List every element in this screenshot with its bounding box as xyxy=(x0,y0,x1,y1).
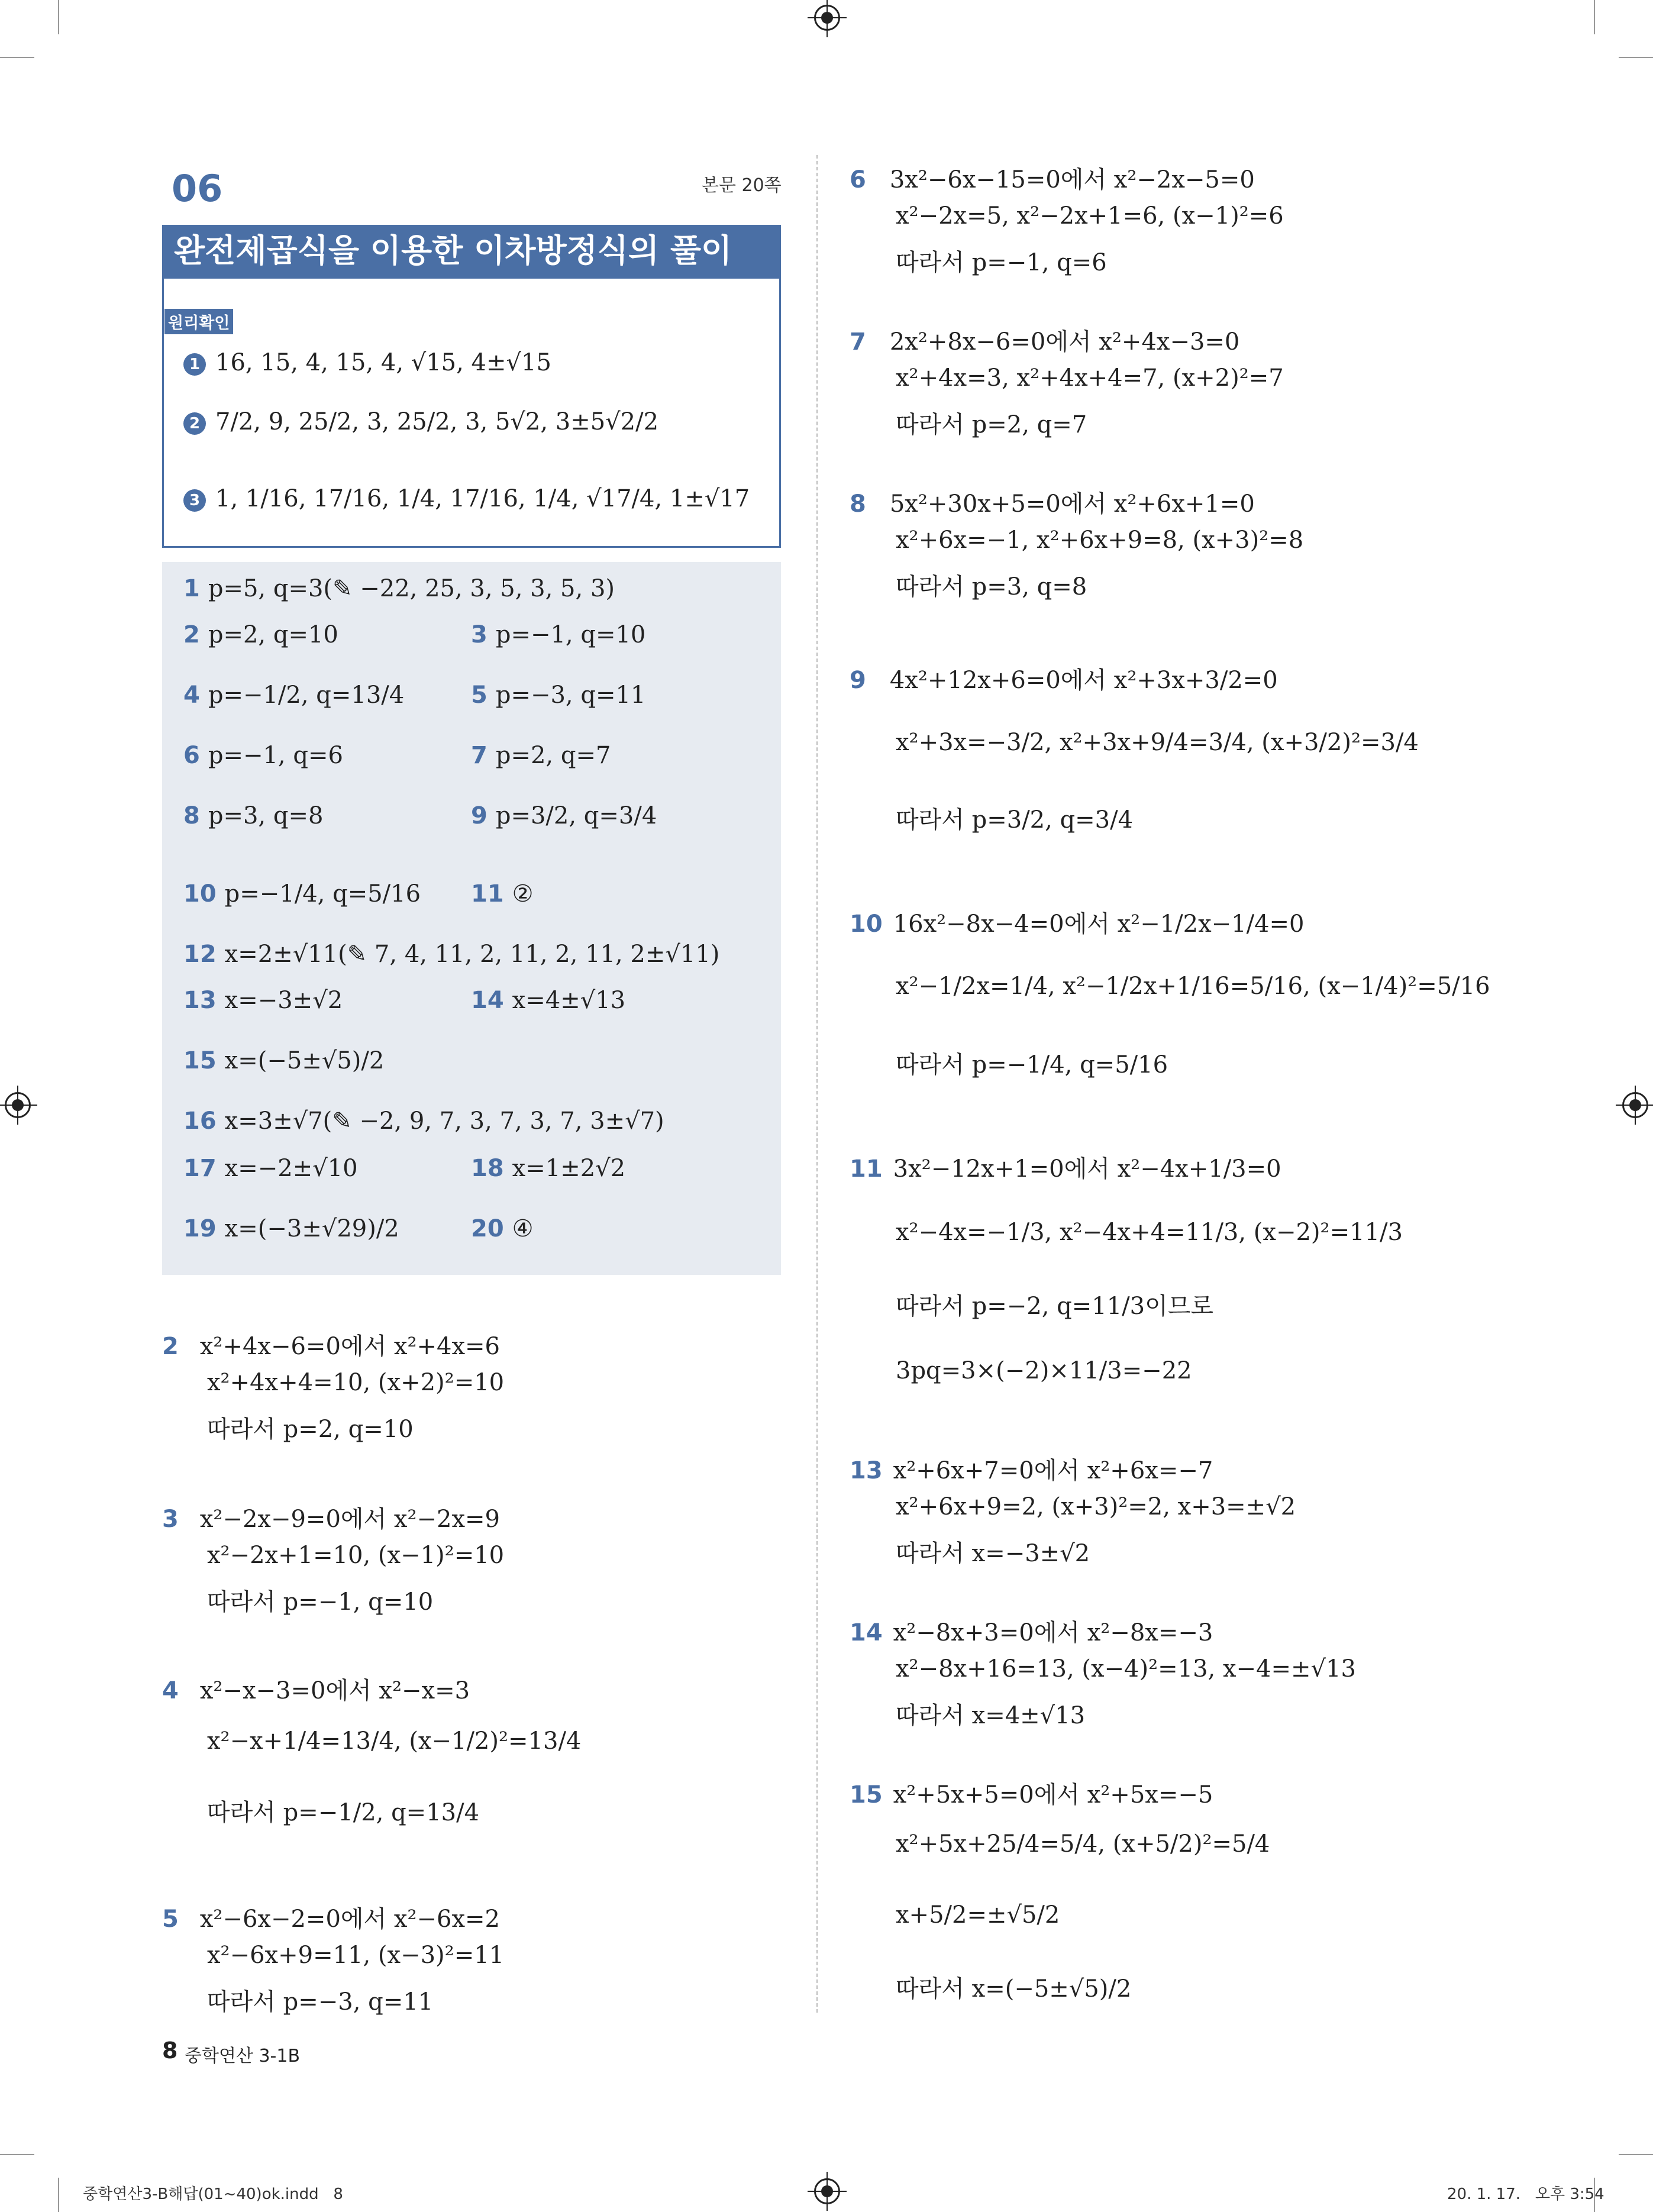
answer-number: 16 xyxy=(183,1107,217,1135)
answer-item xyxy=(471,621,645,648)
answer-text: p=−1/2, q=13/4 xyxy=(208,682,405,709)
answer-text: p=2, q=10 xyxy=(208,621,338,648)
crop-mark xyxy=(1619,2154,1653,2155)
solution-line xyxy=(162,1672,470,1706)
answer-number: 14 xyxy=(471,987,504,1014)
solution-line xyxy=(850,1452,1213,1486)
solution-line: 따라서 x=−3±√2 xyxy=(896,1540,1090,1567)
solution-number: 9 xyxy=(850,667,866,694)
solution-line: x²−4x=−1/3, x²−4x+4=11/3, (x−2)²=11/3 xyxy=(896,1219,1403,1246)
solution-line: x²−8x+16=13, (x−4)²=13, x−4=±√13 xyxy=(896,1655,1356,1683)
solution-line xyxy=(162,1500,500,1534)
answer-text: p=3/2, q=3/4 xyxy=(495,802,657,829)
answer-number: 18 xyxy=(471,1155,504,1182)
principle-check-tag: 원리확인 xyxy=(164,309,233,334)
answer-text: x=(−3±√29)/2 xyxy=(224,1215,399,1242)
solution-line: 따라서 p=3/2, q=3/4 xyxy=(896,806,1134,834)
solution-line: x+5/2=±√5/2 xyxy=(896,1901,1060,1929)
solution-number: 5 xyxy=(162,1906,179,1933)
solution-text: 16x²−8x−4=0에서 x²−1/2x−1/4=0 xyxy=(893,910,1305,938)
solution-line: x²+4x+4=10, (x+2)²=10 xyxy=(207,1369,505,1396)
page-number: 8 xyxy=(162,2037,178,2064)
answer-item xyxy=(471,742,611,769)
principle-number: 2 xyxy=(183,412,206,435)
answer-text: x=−2±√10 xyxy=(224,1155,358,1182)
solution-line: 따라서 x=4±√13 xyxy=(896,1702,1086,1729)
answer-number: 17 xyxy=(183,1155,217,1182)
principle-number: 3 xyxy=(183,489,206,512)
solution-line: x²+5x+25/4=5/4, (x+5/2)²=5/4 xyxy=(896,1830,1270,1858)
principle-item xyxy=(183,408,658,435)
solution-text: x²−8x+3=0에서 x²−8x=−3 xyxy=(893,1619,1213,1646)
solution-text: x²−2x−9=0에서 x²−2x=9 xyxy=(199,1506,500,1533)
crop-mark xyxy=(1619,57,1653,58)
answer-item xyxy=(183,880,421,908)
crop-mark xyxy=(58,0,59,34)
solution-text: x²+5x+5=0에서 x²+5x=−5 xyxy=(893,1781,1213,1809)
solution-line: x²−2x=5, x²−2x+1=6, (x−1)²=6 xyxy=(896,202,1284,230)
answer-number: 11 xyxy=(471,880,504,908)
solution-line xyxy=(850,485,1255,519)
registration-mark-icon xyxy=(5,1092,31,1118)
answer-text: p=5, q=3(✎ −22, 25, 3, 5, 3, 5, 3) xyxy=(208,575,615,602)
answer-number: 4 xyxy=(183,682,200,709)
solution-text: x²−x−3=0에서 x²−x=3 xyxy=(199,1677,470,1704)
solution-text: 4x²+12x+6=0에서 x²+3x+3/2=0 xyxy=(889,667,1278,694)
solution-number: 13 xyxy=(850,1457,883,1484)
solution-line xyxy=(850,323,1239,357)
solution-number: 11 xyxy=(850,1155,883,1183)
solution-line: 따라서 p=−1, q=10 xyxy=(207,1588,434,1616)
answer-number: 10 xyxy=(183,880,217,908)
answer-item xyxy=(183,1047,384,1074)
answer-item xyxy=(183,575,615,602)
answer-number: 9 xyxy=(471,802,487,829)
answer-text: p=−1, q=10 xyxy=(495,621,646,648)
answer-number: 8 xyxy=(183,802,200,829)
solution-line: x²−x+1/4=13/4, (x−1/2)²=13/4 xyxy=(207,1727,582,1755)
answer-number: 1 xyxy=(183,575,200,602)
crop-mark xyxy=(1594,0,1595,34)
solution-line xyxy=(162,1328,500,1361)
solution-number: 14 xyxy=(850,1619,883,1646)
answer-item xyxy=(183,742,343,769)
crop-mark xyxy=(0,2154,34,2155)
answer-item xyxy=(183,802,323,829)
answer-text: x=2±√11(✎ 7, 4, 11, 2, 11, 2, 11, 2±√11) xyxy=(224,941,720,968)
solution-text: 3x²−6x−15=0에서 x²−2x−5=0 xyxy=(889,166,1255,193)
solution-line xyxy=(850,1150,1281,1184)
principle-number: 1 xyxy=(183,353,206,376)
answer-number: 5 xyxy=(471,682,487,709)
solution-number: 3 xyxy=(162,1506,179,1533)
answer-item xyxy=(471,1155,625,1182)
registration-mark-icon xyxy=(1622,1092,1648,1118)
answer-item xyxy=(471,802,657,829)
answer-text: ④ xyxy=(512,1215,534,1242)
answer-text: p=−3, q=11 xyxy=(495,682,646,709)
solution-number: 10 xyxy=(850,910,883,938)
solution-text: x²+6x+7=0에서 x²+6x=−7 xyxy=(893,1457,1213,1484)
answer-text: ② xyxy=(512,880,534,908)
answer-item xyxy=(471,1215,534,1242)
solution-line: 따라서 p=2, q=10 xyxy=(207,1416,414,1443)
section-number: 06 xyxy=(172,167,223,210)
solution-line xyxy=(850,1776,1213,1810)
answer-number: 7 xyxy=(471,742,487,769)
solution-text: 3x²−12x+1=0에서 x²−4x+1/3=0 xyxy=(893,1155,1281,1183)
answer-item xyxy=(471,682,645,709)
answer-text: x=3±√7(✎ −2, 9, 7, 3, 7, 3, 7, 3±√7) xyxy=(224,1107,664,1135)
answer-text: p=2, q=7 xyxy=(495,742,611,769)
registration-mark-icon xyxy=(814,2178,840,2204)
crop-mark xyxy=(0,57,34,58)
answer-item xyxy=(183,987,343,1014)
answer-number: 13 xyxy=(183,987,217,1014)
solution-number: 4 xyxy=(162,1677,179,1704)
solution-number: 2 xyxy=(162,1333,179,1360)
solution-line: x²+6x+9=2, (x+3)²=2, x+3=±√2 xyxy=(896,1493,1296,1520)
solution-number: 8 xyxy=(850,490,866,518)
solution-line: 따라서 p=−2, q=11/3이므로 xyxy=(896,1293,1214,1320)
solution-line: 3pq=3×(−2)×11/3=−22 xyxy=(896,1357,1192,1384)
book-title: 중학연산 3-1B xyxy=(185,2046,301,2066)
print-timestamp: 20. 1. 17. 오후 3:54 xyxy=(1447,2185,1604,2203)
principle-text: 16, 15, 4, 15, 4, √15, 4±√15 xyxy=(215,349,551,376)
solution-line: x²+6x=−1, x²+6x+9=8, (x+3)²=8 xyxy=(896,527,1304,554)
solution-number: 7 xyxy=(850,328,866,356)
solution-line xyxy=(850,161,1255,195)
page-reference: 본문 20쪽 xyxy=(702,175,782,196)
solution-line: x²−2x+1=10, (x−1)²=10 xyxy=(207,1542,505,1569)
answer-item xyxy=(183,1107,664,1135)
solution-line xyxy=(850,905,1305,939)
solution-line: 따라서 p=−3, q=11 xyxy=(207,1988,434,2016)
answer-item xyxy=(471,987,625,1014)
solution-line: 따라서 x=(−5±√5)/2 xyxy=(896,1975,1132,2003)
solution-line xyxy=(850,1614,1213,1648)
answer-number: 12 xyxy=(183,941,217,968)
answer-item xyxy=(183,1155,358,1182)
solution-line xyxy=(162,1900,500,1934)
solution-text: 2x²+8x−6=0에서 x²+4x−3=0 xyxy=(889,328,1240,356)
answer-number: 6 xyxy=(183,742,200,769)
solution-number: 6 xyxy=(850,166,866,193)
solution-line: x²−6x+9=11, (x−3)²=11 xyxy=(207,1942,505,1969)
answer-item xyxy=(183,621,338,648)
solution-line: 따라서 p=−1/2, q=13/4 xyxy=(207,1799,480,1826)
solution-line: x²−1/2x=1/4, x²−1/2x+1/16=5/16, (x−1/4)²=5/16 xyxy=(896,973,1490,1000)
answer-number: 2 xyxy=(183,621,200,648)
answer-text: p=−1, q=6 xyxy=(208,742,343,769)
answer-text: x=1±2√2 xyxy=(512,1155,626,1182)
solution-line: 따라서 p=3, q=8 xyxy=(896,573,1087,600)
answer-number: 19 xyxy=(183,1215,217,1242)
answer-text: x=4±√13 xyxy=(512,987,626,1014)
answer-item xyxy=(183,682,404,709)
answer-item xyxy=(471,880,534,908)
solution-line: 따라서 p=−1/4, q=5/16 xyxy=(896,1051,1168,1078)
principle-item xyxy=(183,349,551,376)
answer-text: p=3, q=8 xyxy=(208,802,324,829)
answer-item xyxy=(183,1215,399,1242)
solution-line xyxy=(850,661,1278,695)
answer-text: x=−3±√2 xyxy=(224,987,343,1014)
principle-item xyxy=(183,485,750,512)
answer-text: x=(−5±√5)/2 xyxy=(224,1047,385,1074)
answer-number: 15 xyxy=(183,1047,217,1074)
solution-line: 따라서 p=2, q=7 xyxy=(896,411,1087,438)
solution-line: 따라서 p=−1, q=6 xyxy=(896,249,1107,276)
principle-text: 1, 1/16, 17/16, 1/4, 17/16, 1/4, √17/4, 1±√17 xyxy=(215,485,750,512)
answer-text: p=−1/4, q=5/16 xyxy=(224,880,421,908)
section-title: 완전제곱식을 이용한 이차방정식의 풀이 xyxy=(162,225,781,277)
solution-number: 15 xyxy=(850,1781,883,1809)
principle-text: 7/2, 9, 25/2, 3, 25/2, 3, 5√2, 3±5√2/2 xyxy=(215,408,659,435)
registration-mark-icon xyxy=(814,5,840,31)
solution-text: x²+4x−6=0에서 x²+4x=6 xyxy=(199,1333,500,1360)
solution-text: 5x²+30x+5=0에서 x²+6x+1=0 xyxy=(889,490,1255,518)
solution-text: x²−6x−2=0에서 x²−6x=2 xyxy=(199,1906,500,1933)
print-file-name: 중학연산3-B해답(01~40)ok.indd 8 xyxy=(83,2185,343,2203)
solution-line: x²+3x=−3/2, x²+3x+9/4=3/4, (x+3/2)²=3/4 xyxy=(896,729,1419,756)
answer-number: 20 xyxy=(471,1215,504,1242)
solution-line: x²+4x=3, x²+4x+4=7, (x+2)²=7 xyxy=(896,364,1284,392)
answer-item xyxy=(183,941,719,968)
answer-number: 3 xyxy=(471,621,487,648)
column-divider xyxy=(816,155,818,2013)
crop-mark xyxy=(58,2178,59,2212)
